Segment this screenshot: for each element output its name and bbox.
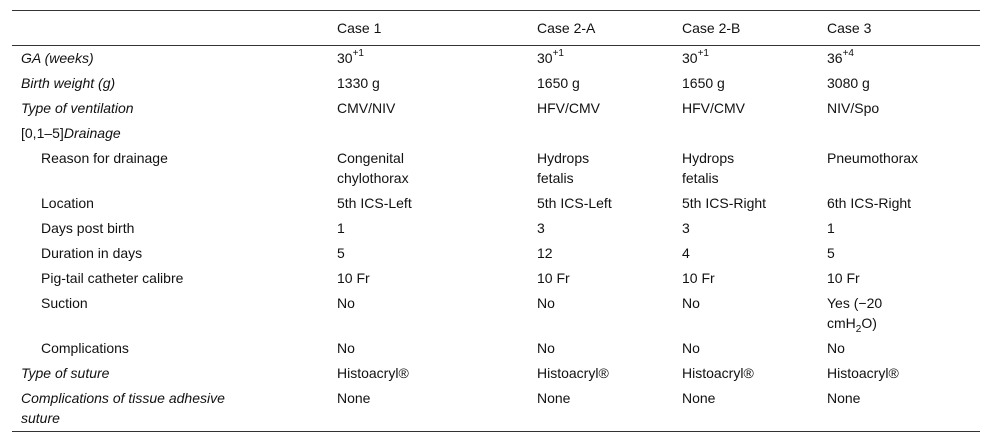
cell: 1: [337, 220, 345, 236]
cell: [537, 146, 682, 191]
header-case-3: Case 3: [827, 20, 872, 36]
cell-value: 30: [337, 50, 353, 66]
cell-line: fetalis: [537, 170, 574, 186]
table-header: [12, 11, 980, 46]
cell-text: cmH: [827, 315, 856, 331]
table-row-suction: [12, 291, 980, 336]
cell-superscript: +1: [697, 48, 709, 60]
section-title: Drainage: [63, 125, 121, 141]
row-label-line: suture: [21, 410, 60, 426]
header-empty: [12, 11, 337, 46]
cell: Histoacryl®: [682, 365, 754, 381]
cell: No: [682, 295, 700, 311]
header-case-2a: Case 2-A: [537, 20, 596, 36]
header-row: [12, 11, 980, 46]
cell-line: Yes (−20: [827, 295, 883, 311]
cell: [682, 146, 827, 191]
cell: Histoacryl®: [337, 365, 409, 381]
cell: No: [537, 295, 555, 311]
cell: 4: [682, 245, 690, 261]
row-label: Location: [41, 195, 94, 211]
cell: No: [827, 340, 845, 356]
cell: 3080 g: [827, 75, 870, 91]
row-label: Duration in days: [41, 245, 143, 261]
cell: 5: [827, 245, 835, 261]
cell: 3: [537, 220, 545, 236]
cell: CMV/NIV: [337, 100, 396, 116]
table-row-drainage-header: [12, 121, 980, 146]
table-row-calibre: [12, 266, 980, 291]
cell: 10 Fr: [827, 270, 860, 286]
cell: 1650 g: [537, 75, 580, 91]
cell-superscript: +1: [552, 48, 564, 60]
header-case-1: Case 1: [337, 20, 382, 36]
table-container: [12, 10, 980, 432]
cell: 1: [827, 220, 835, 236]
cell: 10 Fr: [337, 270, 370, 286]
cell-superscript: +1: [352, 48, 364, 60]
cell-value: 30: [537, 50, 553, 66]
cell: Histoacryl®: [537, 365, 609, 381]
table-row-complications: [12, 336, 980, 361]
cell-line: chylothorax: [337, 170, 409, 186]
cell-value: 36: [827, 50, 843, 66]
cell: None: [827, 390, 861, 406]
cell-subscript: 2: [855, 323, 862, 335]
row-label: Pig-tail catheter calibre: [41, 270, 184, 286]
section-label: [12, 121, 337, 146]
header-case-2b: Case 2-B: [682, 20, 741, 36]
cell: No: [337, 340, 355, 356]
cell-line: Hydrops: [682, 150, 735, 166]
cell: 5th ICS-Left: [337, 195, 412, 211]
cell: HFV/CMV: [537, 100, 600, 116]
table-row-ventilation: [12, 96, 980, 121]
row-label-line: Complications of tissue adhesive: [21, 390, 225, 406]
row-label: Birth weight (g): [21, 75, 116, 91]
cell: Histoacryl®: [827, 365, 899, 381]
table-row-adhesive-complications: [12, 386, 980, 432]
cell-line: Hydrops: [537, 150, 590, 166]
row-label: Type of suture: [21, 365, 110, 381]
cell: No: [537, 340, 555, 356]
cell: 5th ICS-Right: [682, 195, 767, 211]
table-row-duration: [12, 241, 980, 266]
table-row-ga: [12, 46, 980, 72]
cell: 1330 g: [337, 75, 380, 91]
cell: [337, 146, 537, 191]
row-label: Complications: [41, 340, 129, 356]
cell-text: O): [861, 315, 877, 331]
cell: HFV/CMV: [682, 100, 745, 116]
row-label: [12, 386, 337, 432]
row-label: GA (weeks): [21, 50, 94, 66]
cell: [337, 46, 537, 72]
cell: [537, 46, 682, 72]
row-label: Suction: [41, 295, 88, 311]
cell-line: Congenital: [337, 150, 404, 166]
section-prefix: [0,1–5]: [21, 125, 64, 141]
cell: [337, 121, 537, 146]
cell: 5: [337, 245, 345, 261]
table-row-location: [12, 191, 980, 216]
cell-value: 30: [682, 50, 698, 66]
cell: [537, 121, 682, 146]
row-label: Type of ventilation: [21, 100, 134, 116]
table-row-reason: [12, 146, 980, 191]
cell: [682, 46, 827, 72]
table-row-birth-weight: [12, 71, 980, 96]
cell: None: [537, 390, 571, 406]
cell: 10 Fr: [537, 270, 570, 286]
table-row-days-post-birth: [12, 216, 980, 241]
cell: NIV/Spo: [827, 100, 880, 116]
cell: [827, 121, 980, 146]
cell: 6th ICS-Right: [827, 195, 912, 211]
table-row-suture: [12, 361, 980, 386]
cell: 5th ICS-Left: [537, 195, 612, 211]
row-label: Days post birth: [41, 220, 135, 236]
row-label: Reason for drainage: [41, 150, 168, 166]
cell: No: [337, 295, 355, 311]
cell: [827, 291, 980, 336]
case-table: [12, 10, 980, 432]
cell: 1650 g: [682, 75, 725, 91]
cell: Pneumothorax: [827, 150, 919, 166]
cell: No: [682, 340, 700, 356]
cell: 10 Fr: [682, 270, 715, 286]
cell: None: [682, 390, 716, 406]
cell: [827, 46, 980, 72]
cell: 3: [682, 220, 690, 236]
cell: [682, 121, 827, 146]
cell-line: fetalis: [682, 170, 719, 186]
cell: 12: [537, 245, 553, 261]
cell-superscript: +4: [842, 48, 854, 60]
cell-line: [827, 313, 980, 333]
table-body: [12, 46, 980, 432]
cell: None: [337, 390, 371, 406]
